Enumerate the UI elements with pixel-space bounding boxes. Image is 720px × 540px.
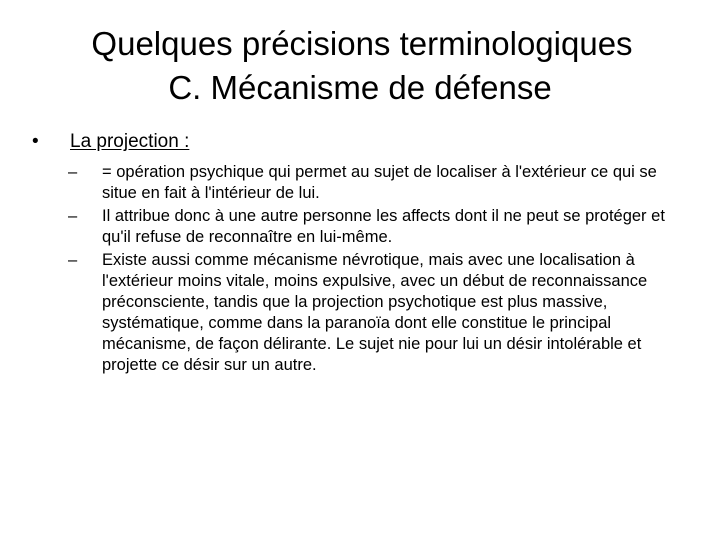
- slide-content: [32, 130, 682, 378]
- sub-bullet-list: [32, 162, 682, 376]
- title-line-2: C. Mécanisme de défense: [168, 69, 552, 106]
- dash-icon: –: [68, 207, 78, 225]
- bullet-item: [32, 130, 682, 154]
- dash-icon: –: [68, 163, 78, 181]
- sub-bullet-text: Existe aussi comme mécanisme névrotique, mais avec une localisation à l'extérieur moins vitale, moins expulsive, avec un début de reconnaissance préconsciente, tandis que la projection psychotique est plus massive, systématique, comme dans la paranoïa dont elle constitue le principal mécanisme, de façon délirante. Le sujet nie pour lui un désir intolérable et projette ce désir sur un autre.: [102, 251, 648, 374]
- sub-bullet-item: [68, 162, 682, 204]
- sub-bullet-text: = opération psychique qui permet au sujet de localiser à l'extérieur ce qui se situe en fait à l'intérieur de lui.: [102, 163, 657, 202]
- bullet-icon: •: [32, 131, 39, 152]
- sub-bullet-item: [68, 250, 682, 376]
- bullet-label: La projection :: [70, 131, 190, 152]
- title-line-1: Quelques précisions terminologiques: [91, 25, 633, 62]
- sub-bullet-item: [68, 206, 682, 248]
- slide-title: [0, 22, 720, 110]
- dash-icon: –: [68, 251, 78, 269]
- sub-bullet-text: Il attribue donc à une autre personne les affects dont il ne peut se protéger et qu'il refuse de reconnaître en lui-même.: [102, 207, 665, 246]
